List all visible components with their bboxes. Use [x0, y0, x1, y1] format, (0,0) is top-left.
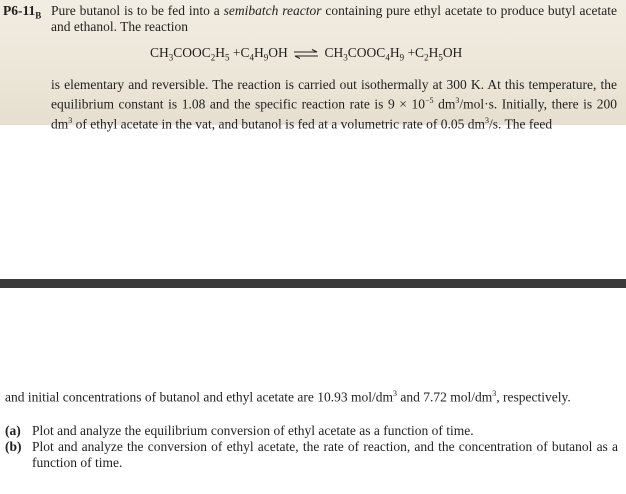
eq-r1-s3: 5	[225, 52, 230, 63]
cond-text-4: of ethyl acetate in the vat, and butanol is fed at a volumetric rate of 0.05 dm	[72, 116, 485, 131]
cond-text-5: /s. The feed	[489, 116, 553, 131]
eq-r1: CH	[150, 45, 169, 60]
problem-number	[3, 3, 41, 21]
eq-p2-end: OH	[442, 45, 463, 60]
cond-exp-2: 3	[455, 96, 460, 105]
eq-r2-s1: 4	[249, 52, 255, 63]
equilibrium-arrow-icon	[293, 49, 319, 59]
eq-r1-mid: COOC	[173, 45, 211, 60]
eq-plus-1: +C	[232, 45, 250, 60]
problem-number-text: P6-11	[3, 3, 36, 18]
eq-r1-end: H	[215, 45, 226, 60]
cond-exp-3: 3	[68, 115, 73, 125]
part-a-text: Plot and analyze the equilibrium conversion of ethyl acetate as a function of time.	[32, 423, 474, 438]
eq-p2-s1: 2	[424, 52, 429, 63]
eq-r2-mid: H	[254, 45, 264, 60]
cond-exp-1: −5	[425, 96, 434, 105]
problem-continuation-paragraph	[5, 386, 619, 406]
eq-p2-s2: 5	[438, 52, 443, 63]
eq-p1-s1: 3	[343, 52, 348, 63]
eq-p2-mid: H	[428, 45, 439, 60]
part-a-label: (a)	[5, 423, 21, 438]
eq-plus-2: +C	[407, 45, 425, 60]
eq-p1-s2: 4	[385, 52, 390, 63]
cont-text-3: , respectively.	[496, 389, 571, 405]
part-b-text: Plot and analyze the conversion of ethyl acetate, the rate of reaction, and the concentration of butanol as a function of time.	[32, 439, 618, 470]
cont-exp-1: 3	[393, 389, 397, 398]
problem-level: B	[35, 10, 42, 21]
cont-text-2: and 7.72 mol/dm	[397, 389, 493, 405]
eq-r1-s1: 3	[168, 52, 174, 63]
intro-text-1: Pure butanol is to be fed into a	[51, 3, 224, 18]
cond-exp-4: 3	[485, 115, 489, 125]
eq-p1-s3: 9	[399, 52, 405, 63]
eq-r2-s2: 9	[263, 52, 269, 63]
section-divider	[0, 279, 626, 288]
cond-text-3: /mol·s. Initially, there is 200 dm	[51, 96, 617, 131]
intro-text-2: containing pure ethyl acetate to produce butyl acetate and ethanol. The reaction	[51, 3, 617, 34]
problem-conditions-paragraph	[51, 77, 617, 132]
problem-intro-paragraph	[51, 3, 617, 35]
reaction-equation	[150, 45, 462, 63]
eq-r1-s2: 2	[210, 52, 216, 63]
eq-p1: CH	[324, 45, 344, 60]
eq-p1-mid: COOC	[347, 45, 386, 60]
cond-text-1: is elementary and reversible. The reaction is carried out isothermally at 300 K. At this temperature, the equilibrium constant is 1.08 and the specific reaction rate is 9 × 10	[51, 77, 617, 112]
cond-text-2: dm	[433, 96, 456, 112]
cont-exp-2: 3	[492, 389, 497, 398]
intro-emphasis: semibatch reactor	[223, 3, 322, 18]
cont-text-1: and initial concentrations of butanol and ethyl acetate are 10.93 mol/dm	[5, 389, 393, 405]
eq-r2-end: OH	[268, 45, 288, 60]
top-page-photo-region	[0, 0, 626, 131]
part-b-label: (b)	[5, 439, 22, 454]
eq-p1-end: H	[389, 45, 400, 60]
